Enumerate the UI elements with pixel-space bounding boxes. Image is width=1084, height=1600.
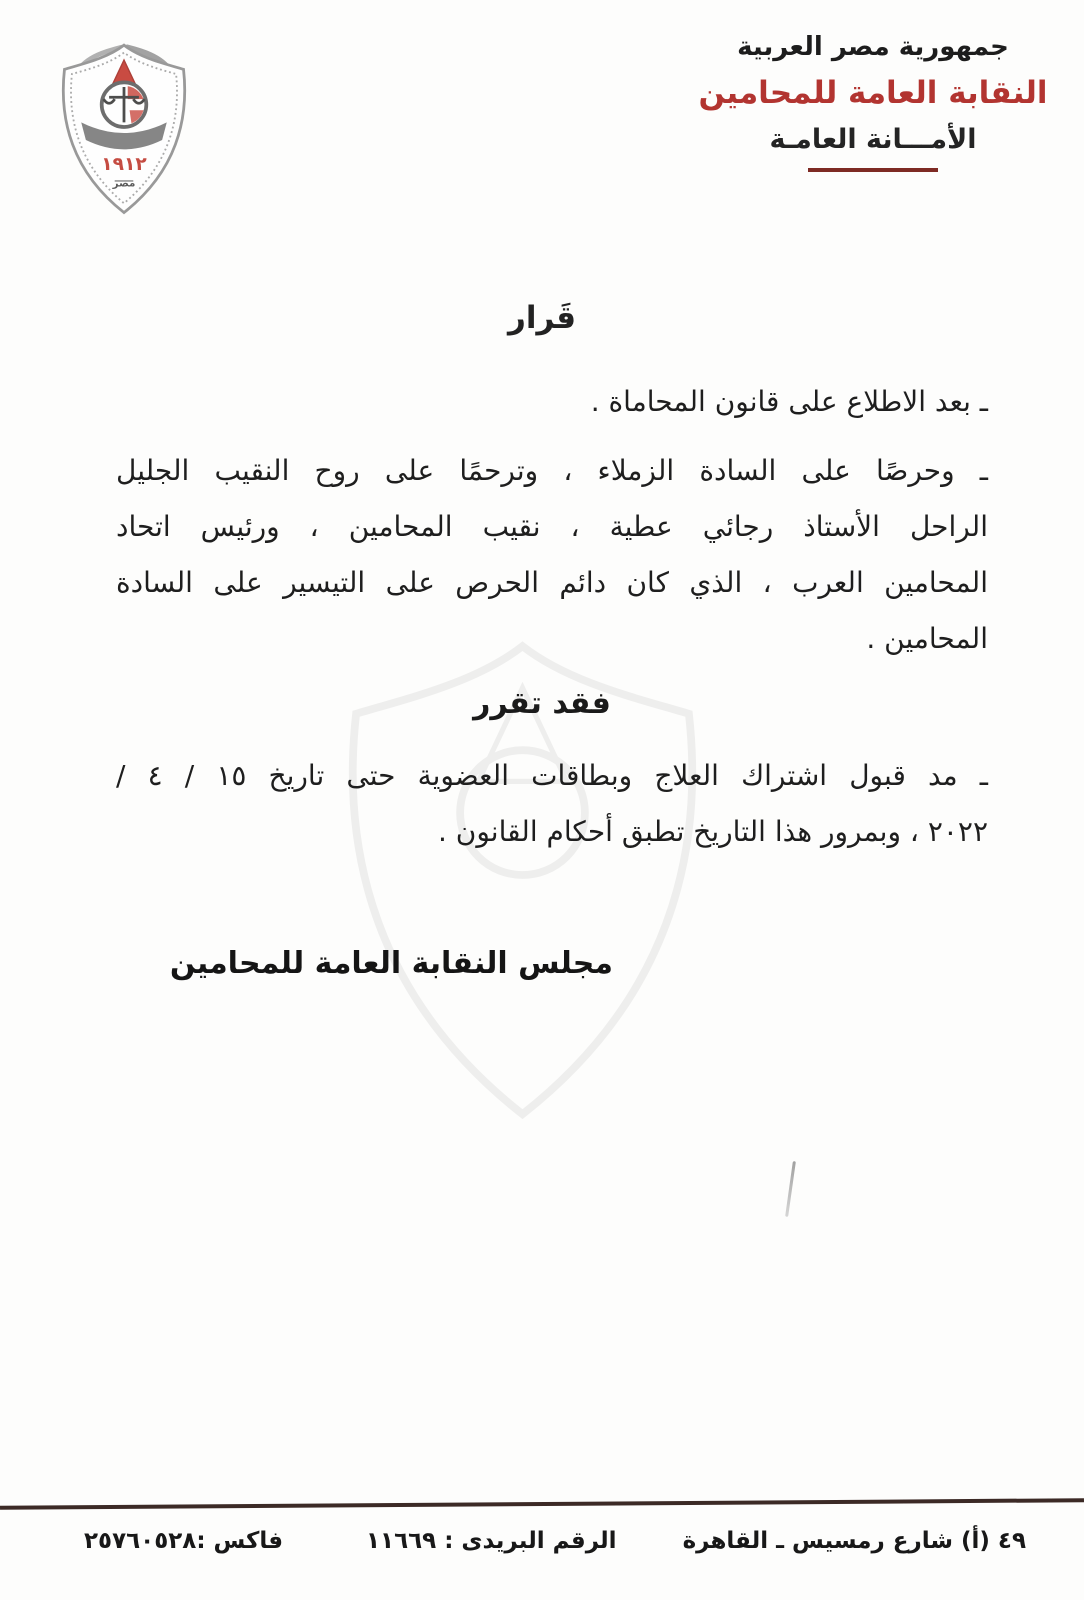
letterhead-country: جمهورية مصر العربية	[737, 32, 1009, 62]
decision-heading: فقد تقرر	[473, 686, 611, 721]
preamble-line: المحامين العرب ، الذي كان دائم الحرص على التيسير على السادة	[116, 566, 988, 599]
preamble-line: ـ وحرصًا على السادة الزملاء ، وترحمًا على روح النقيب الجليل	[116, 454, 988, 487]
preamble-line: ـ بعد الاطلاع على قانون المحاماة .	[590, 385, 988, 418]
decision-paragraph	[116, 748, 988, 860]
stray-pen-mark	[785, 1161, 796, 1217]
decree-title: قَرار	[507, 300, 577, 336]
decision-line: ٢٠٢٢ ، وبمرور هذا التاريخ تطبق أحكام القانون .	[437, 815, 988, 848]
signature-line: مجلس النقابة العامة للمحامين	[169, 946, 613, 981]
emblem-year: ١٩١٢	[101, 153, 147, 175]
preamble-paragraph-1	[116, 374, 988, 430]
letterhead-department: الأمـــانة العامـة	[769, 124, 977, 155]
preamble-line: المحامين .	[866, 622, 988, 655]
footer-fax: فاكس :٢٥٧٦٠٥٢٨	[84, 1528, 284, 1554]
preamble-paragraph-2	[116, 443, 988, 667]
decision-line: ـ مد قبول اشتراك العلاج وبطاقات العضوية حتى تاريخ ١٥ / ٤ /	[116, 759, 988, 792]
letterhead	[678, 26, 1068, 172]
footer-postal-code: الرقم البريدى : ١١٦٦٩	[366, 1528, 617, 1554]
preamble-line: الراحل الأستاذ رجائي عطية ، نقيب المحامين ، ورئيس اتحاد	[116, 510, 988, 543]
footer-divider	[0, 1498, 1084, 1510]
emblem-country: مصر	[112, 178, 136, 190]
letterhead-underline	[808, 168, 938, 172]
bar-association-emblem	[46, 34, 202, 220]
letterhead-organization: النقابة العامة للمحامين	[698, 75, 1048, 111]
footer-address: ٤٩ (أ) شارع رمسيس ـ القاهرة	[682, 1528, 1026, 1554]
